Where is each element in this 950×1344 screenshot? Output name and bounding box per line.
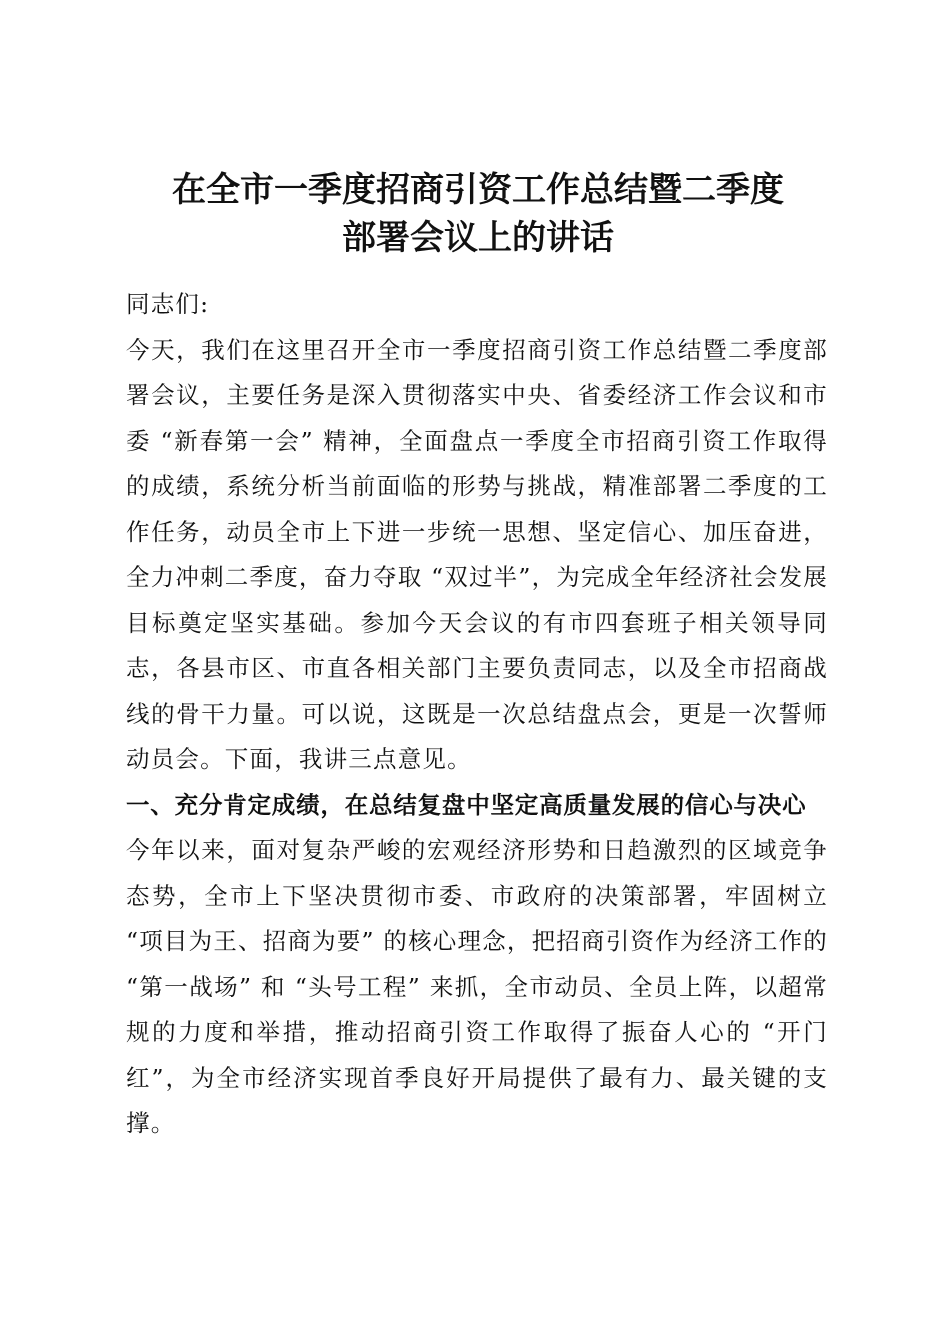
paragraph-section-1: 今年以来，面对复杂严峻的宏观经济形势和日趋激烈的区域竞争态势，全市上下坚决贯彻市委、市政府的决策部署，牢固树立 “项目为王、招商为要” 的核心理念，把招商引资作为经济工作的 “第一战场” 和 “头号工程” 来抓，全市动员、全员上阵，以超常规的力度和举措，推动招商引资工作取得了振奋人心的 “开门红”，为全市经济实现首季良好开局提供了最有力、最关键的支撑。 [126,836,828,1137]
document-body [126,282,828,1147]
title-line-2: 部署会议上的讲话 [342,218,614,258]
salutation: 同志们: [126,290,210,318]
section-heading-1: 一、充分肯定成绩，在总结复盘中坚定高质量发展的信心与决心 [126,790,807,819]
paragraph-intro: 今天，我们在这里召开全市一季度招商引资工作总结暨二季度部署会议，主要任务是深入贯彻落实中央、省委经济工作会议和市委 “新春第一会” 精神，全面盘点一季度全市招商引资工作取得的成绩，系统分析当前面临的形势与挑战，精准部署二季度的工作任务，动员全市上下进一步统一思想、坚定信心、加压奋进，全力冲刺二季度，奋力夺取 “双过半”，为完成全年经济社会发展目标奠定坚实基础。参加今天会议的有市四套班子相关领导同志，各县市区、市直各相关部门主要负责同志，以及全市招商战线的骨干力量。可以说，这既是一次总结盘点会，更是一次誓师动员会。下面，我讲三点意见。 [126,335,828,773]
title-line-1: 在全市一季度招商引资工作总结暨二季度 [172,170,784,210]
document-title [128,166,828,262]
